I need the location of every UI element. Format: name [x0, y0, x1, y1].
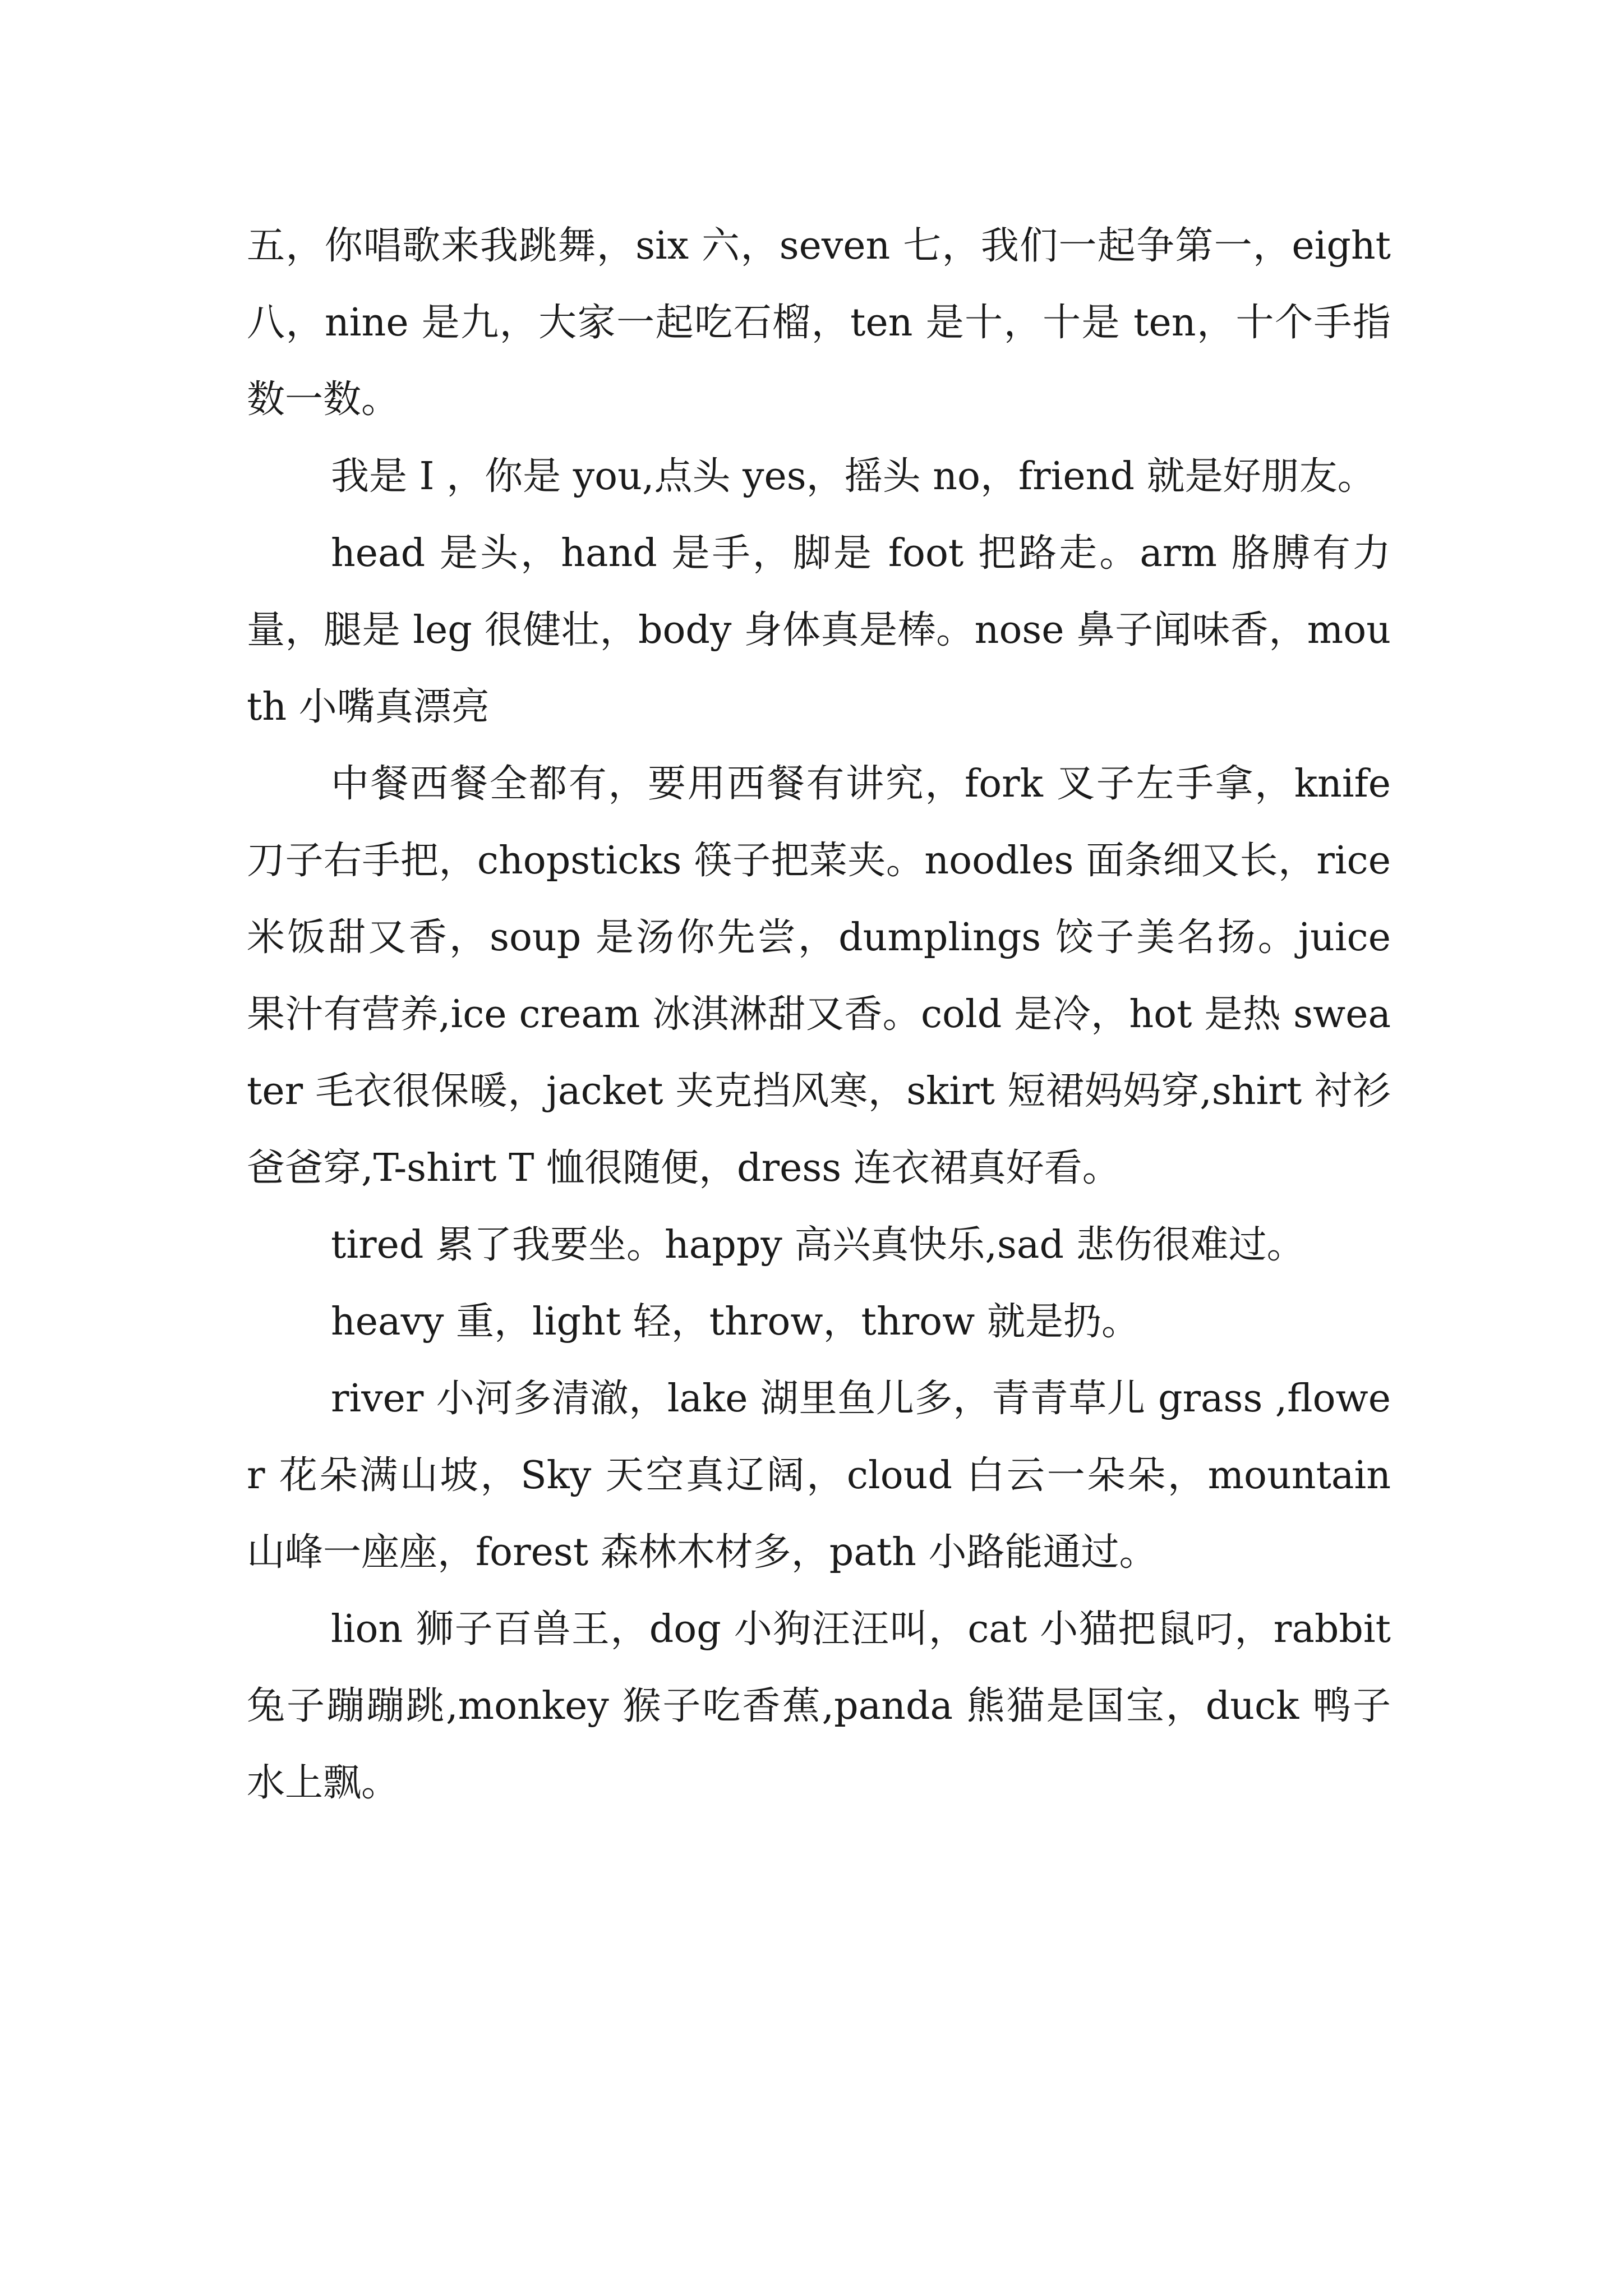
paragraph-pronouns: 我是 I ，你是 you,点头 yes，摇头 no，friend 就是好朋友。: [331, 454, 1376, 499]
paragraph-nature: river 小河多清澈，lake 湖里鱼儿多，青青草儿 grass ,flower 花朵满山坡，Sky 天空真辽阔，cloud 白云一朵朵，mountain 山峰一座座，forest 森林木材多，path 小路能通过。: [247, 1377, 1391, 1575]
paragraph-body-parts: head 是头，hand 是手，脚是 foot 把路走。arm 胳膊有力量，腿是 leg 很健壮，body 身体真是棒。nose 鼻子闻味香，mouth 小嘴真漂亮: [247, 531, 1391, 729]
paragraph-feelings: tired 累了我要坐。happy 高兴真快乐,sad 悲伤很难过。: [331, 1223, 1305, 1267]
paragraph-food-clothes: 中餐西餐全都有，要用西餐有讲究，fork 叉子左手拿，knife 刀子右手把，chopsticks 筷子把菜夹。noodles 面条细又长，rice 米饭甜又香，soup 是汤你先尝，dumplings 饺子美名扬。juice 果汁有营养,ice cream 冰淇淋甜又香。cold 是冷，hot 是热 sweater 毛衣很保暖，jacket 夹克挡风寒，skirt 短裙妈妈穿,shirt 衬衫爸爸穿,T-shirt T 恤很随便，dress 连衣裙真好看。: [247, 762, 1391, 1190]
document-page: [247, 208, 1391, 1821]
paragraph-animals: lion 狮子百兽王，dog 小狗汪汪叫，cat 小猫把鼠叼，rabbit 兔子蹦蹦跳,monkey 猴子吃香蕉,panda 熊猫是国宝，duck 鸭子水上飘。: [247, 1607, 1391, 1805]
paragraph-weight: heavy 重，light 轻，throw，throw 就是扔。: [331, 1300, 1140, 1344]
paragraph-numbers: 五，你唱歌来我跳舞，six 六，seven 七，我们一起争第一，eight 八，nine 是九，大家一起吃石榴，ten 是十，十是 ten，十个手指数一数。: [247, 224, 1391, 422]
